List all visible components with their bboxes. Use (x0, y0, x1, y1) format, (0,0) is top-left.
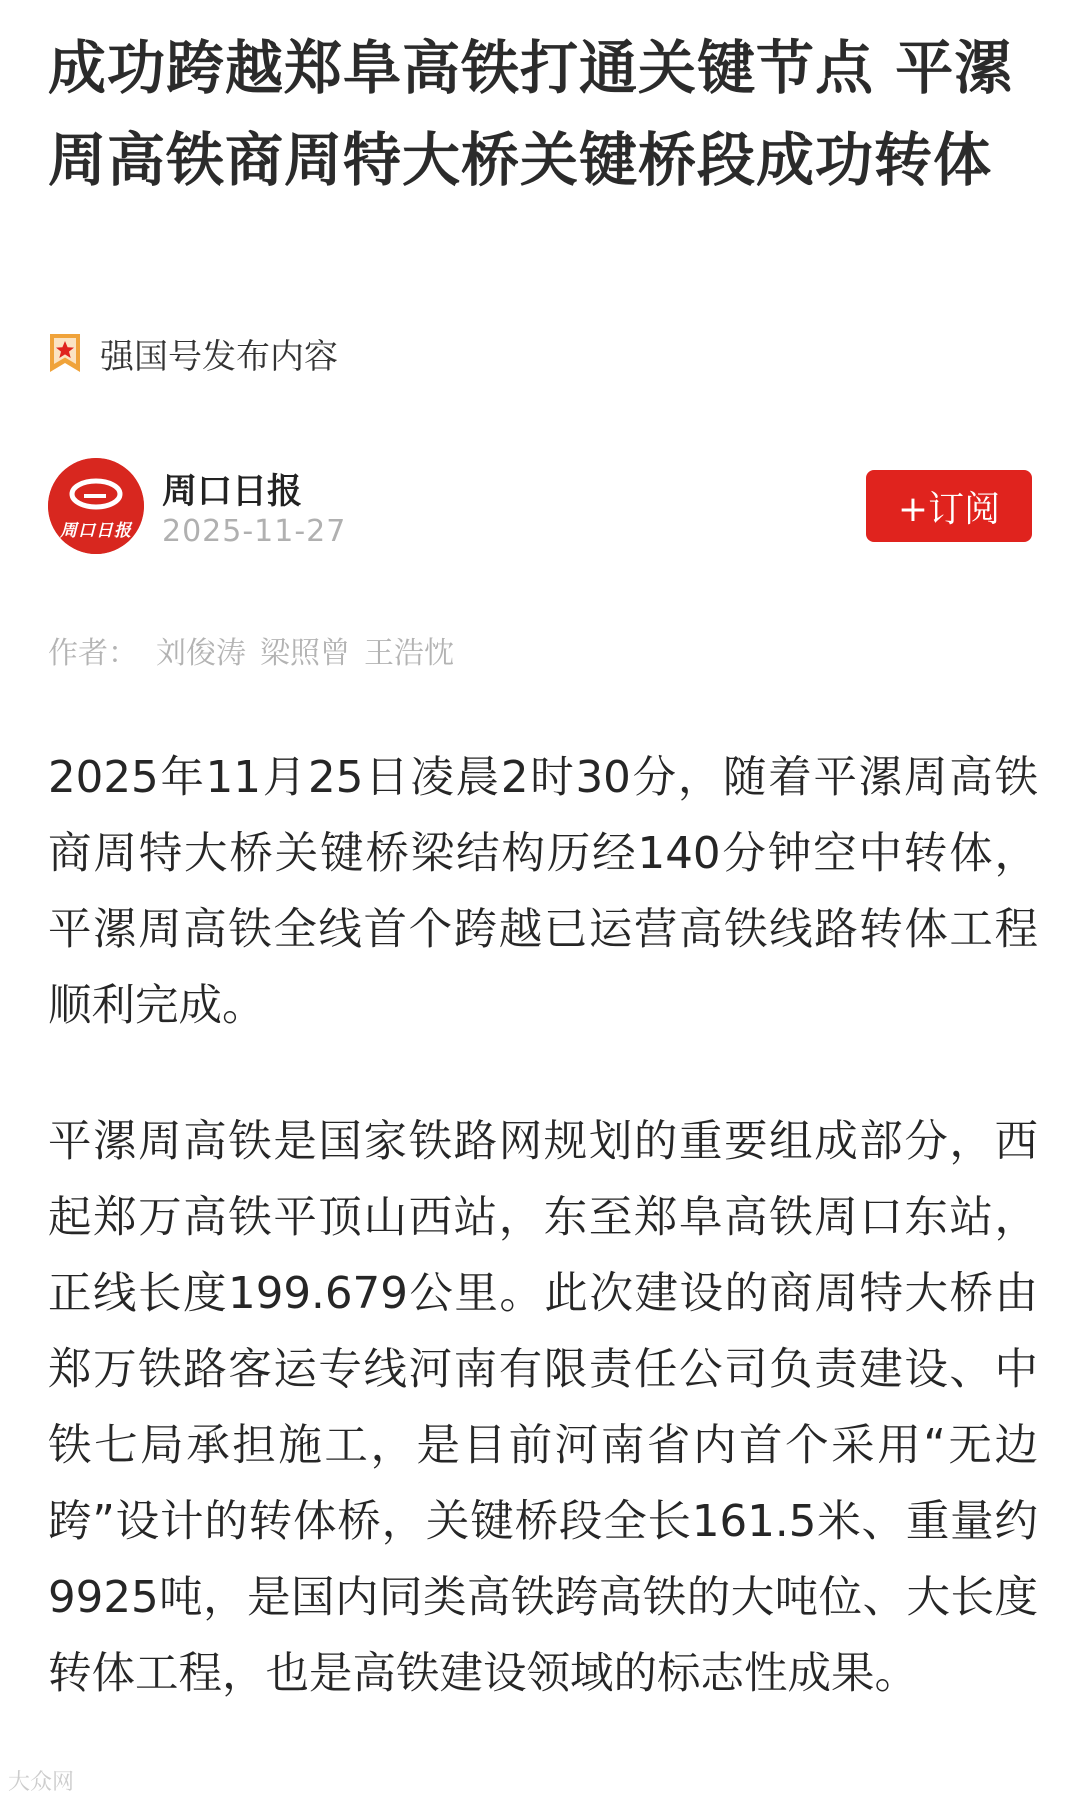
publisher-row (48, 458, 1032, 558)
article-paragraph: 2025年11月25日凌晨2时30分，随着平漯周高铁商周特大桥关键桥梁结构历经140分钟空中转体，平漯周高铁全线首个跨越已运营高铁线路转体工程顺利完成。 (48, 753, 1038, 1031)
source-label: 强国号发布内容 (100, 336, 338, 377)
byline (48, 628, 468, 672)
author-name: 王浩忱 (364, 636, 454, 671)
article-paragraph: 平漯周高铁是国家铁路网规划的重要组成部分，西起郑万高铁平顶山西站，东至郑阜高铁周口东站，正线长度199.679公里。此次建设的商周特大桥由郑万铁路客运专线河南有限责任公司负责建设、中铁七局承担施工，是目前河南省内首个采用“无边跨”设计的转体桥，关键桥段全长161.5米、重量约9925吨，是国内同类高铁跨高铁的大吨位、大长度转体工程，也是高铁建设领域的标志性成果。 (48, 1117, 1038, 1699)
avatar-text: 周口日报 (60, 521, 132, 541)
publisher-avatar[interactable] (48, 458, 144, 554)
subscribe-button[interactable]: +订阅 (866, 470, 1032, 542)
author-name: 刘俊涛 (156, 636, 246, 671)
watermark: 大众网 (8, 1770, 75, 1795)
publisher-name[interactable]: 周口日报 (162, 472, 303, 512)
source-row (48, 328, 338, 378)
author-name: 梁照曾 (260, 636, 350, 671)
star-badge-icon (48, 332, 82, 374)
publish-date: 2025-11-27 (162, 514, 347, 549)
byline-prefix: 作者： (48, 636, 138, 671)
article-title: 成功跨越郑阜高铁打通关键节点 平漯周高铁商周特大桥关键桥段成功转体 (48, 34, 1014, 194)
